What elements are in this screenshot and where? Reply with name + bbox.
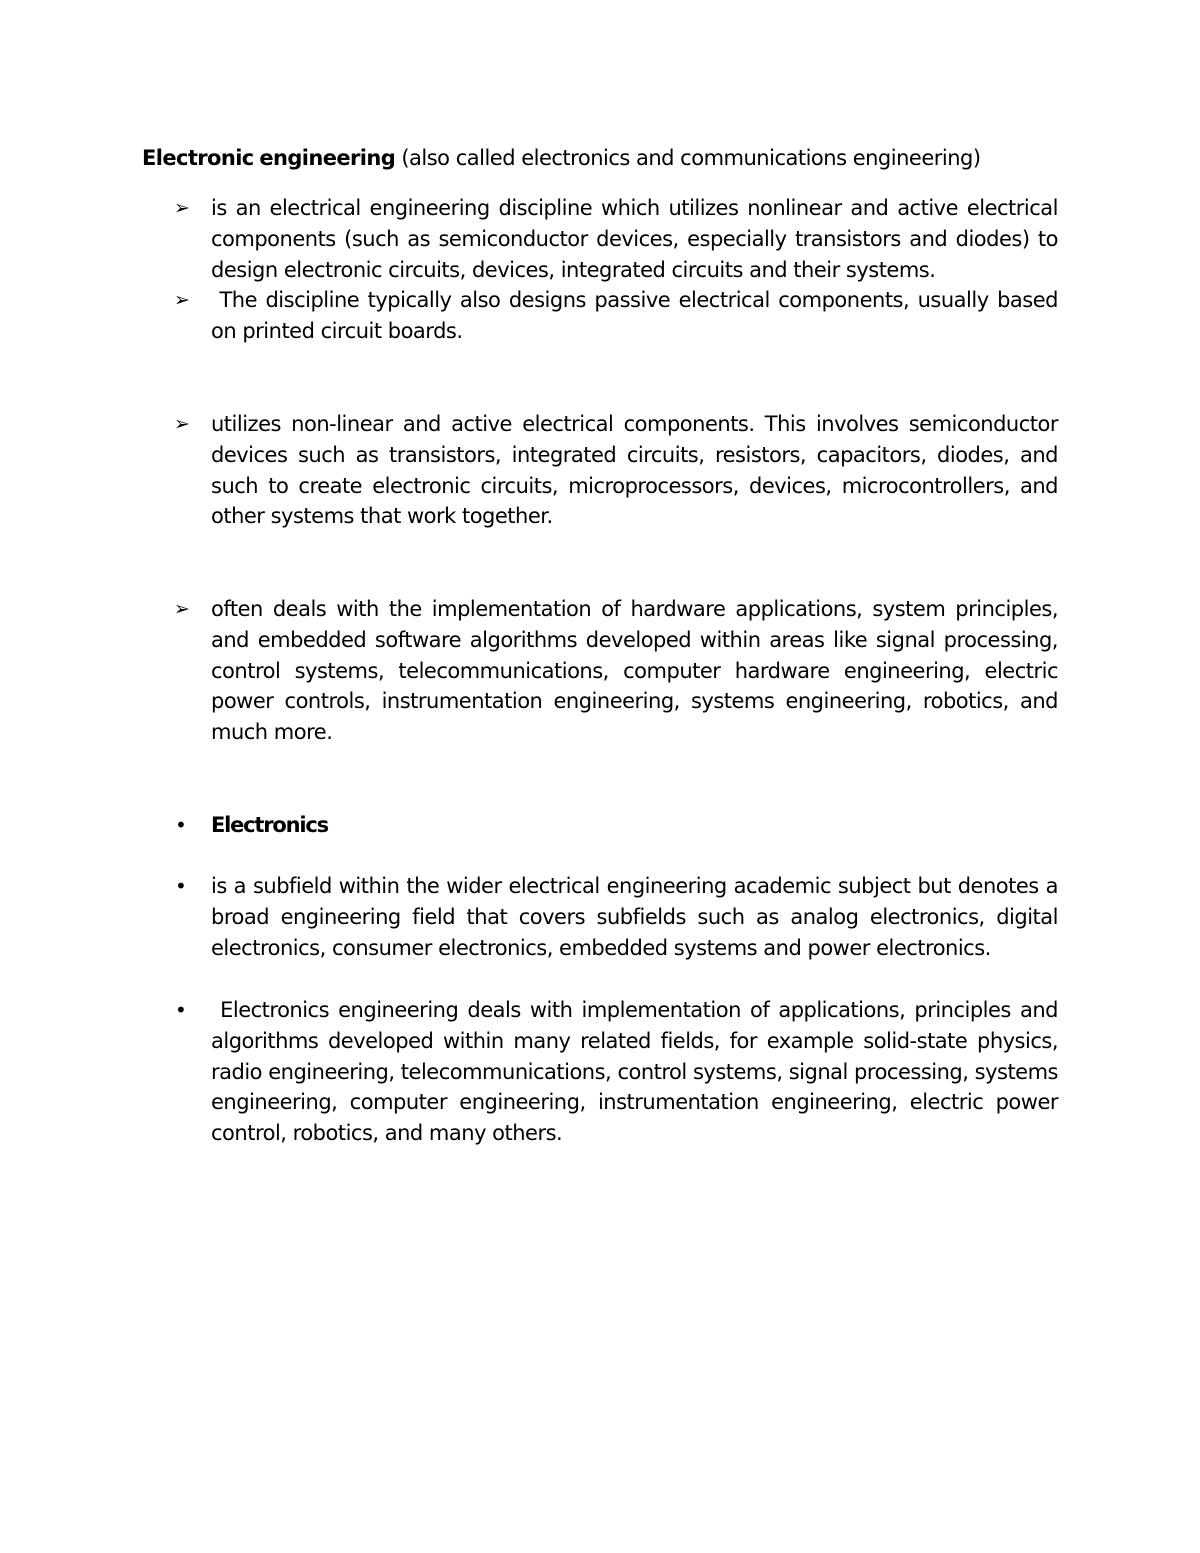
bullet-dot-icon: • (175, 998, 187, 1022)
section-heading: Electronics (211, 813, 328, 837)
bullet-dot-icon: • (175, 874, 187, 898)
arrow-bullet-icon: ➢ (174, 413, 190, 435)
list-item-text: The discipline typically also designs passive electrical components, usually based on printed circuit boards. (211, 288, 1065, 343)
arrow-bullet-icon: ➢ (174, 289, 190, 311)
bullet-list-item (142, 995, 1065, 1149)
bullet-heading-item (142, 810, 1058, 841)
list-item-text: is an electrical engineering discipline which utilizes nonlinear and active electrical components (such as semiconductor devices, especially transistors and diodes) to design electronic circuits, devices, integrated circuits and their systems. (211, 196, 1058, 282)
list-item-text: is a subfield within the wider electrical engineering academic subject but denotes a broad engineering field that covers subfields such as analog electronics, digital electronics, consumer electronics, embedded systems and power electronics. (211, 874, 1058, 960)
arrow-list-item (142, 285, 1065, 347)
arrow-list-item (142, 193, 1058, 285)
list-item-text: utilizes non-linear and active electrical components. This involves semiconductor devices such as transistors, integrated circuits, resistors, capacitors, diodes, and such to create electronic circuits, microprocessors, devices, microcontrollers, and other systems that work together. (211, 412, 1058, 529)
bullet-dot-icon: • (175, 813, 187, 837)
arrow-list-item (142, 594, 1058, 748)
list-item-text: often deals with the implementation of hardware applications, system principles, and embedded software algorithms developed within areas like signal processing, control systems, telecommunications, computer hardware engineering, electric power controls, instrumentation engineering, systems engineering, robotics, and much more. (211, 597, 1058, 745)
list-item-text: Electronics engineering deals with implementation of applications, principles and algorithms developed within many related fields, for example solid-state physics, radio engineering, telecommunications, control systems, signal processing, systems engineering, computer engineering, instrumentation engineering, electric power control, robotics, and many others. (211, 998, 1065, 1146)
title-subtitle-text: (also called electronics and communications engineering) (395, 146, 981, 170)
document-title (142, 142, 981, 174)
title-bold-text: Electronic engineering (142, 146, 396, 170)
bullet-list-item (142, 871, 1058, 963)
arrow-bullet-icon: ➢ (174, 598, 190, 620)
arrow-bullet-icon: ➢ (174, 197, 190, 219)
arrow-list-item (142, 409, 1058, 532)
